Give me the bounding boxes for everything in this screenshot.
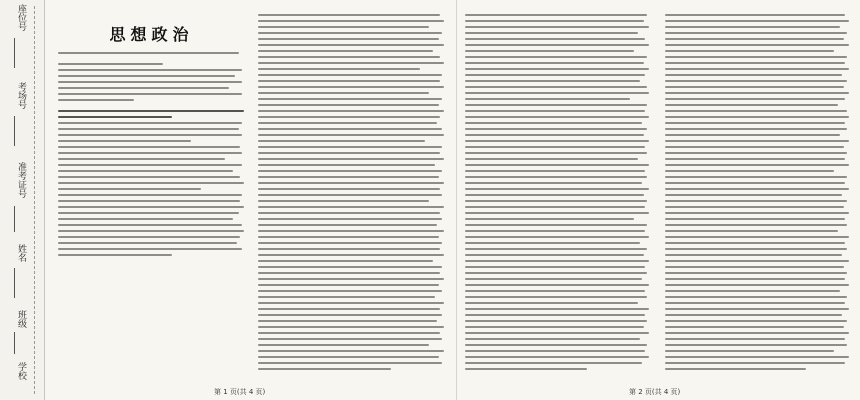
name-blank	[14, 268, 15, 298]
text-line-placeholder	[258, 92, 429, 94]
text-line-placeholder	[258, 230, 444, 232]
text-line-placeholder	[465, 254, 644, 256]
text-line-placeholder	[465, 62, 644, 64]
text-line-placeholder	[58, 116, 172, 118]
text-line-placeholder	[58, 146, 240, 148]
text-line-placeholder	[258, 98, 442, 100]
text-line-placeholder	[258, 134, 444, 136]
text-line-placeholder	[258, 212, 440, 214]
text-line-placeholder	[665, 350, 834, 352]
text-line-placeholder	[665, 104, 838, 106]
text-line-placeholder	[258, 38, 439, 40]
text-line-placeholder	[258, 128, 442, 130]
text-line-placeholder	[665, 98, 845, 100]
name-label: 姓名	[16, 244, 26, 262]
text-line-placeholder	[465, 122, 642, 124]
text-line-placeholder	[465, 74, 645, 76]
text-line-placeholder	[665, 272, 847, 274]
text-line-placeholder	[258, 320, 437, 322]
text-line-placeholder	[258, 278, 444, 280]
text-line-placeholder	[665, 122, 845, 124]
text-line-placeholder	[665, 242, 845, 244]
text-line-placeholder	[258, 272, 440, 274]
text-line-placeholder	[58, 212, 239, 214]
text-line-placeholder	[665, 164, 849, 166]
text-line-placeholder	[58, 254, 172, 256]
text-line-placeholder	[465, 368, 587, 370]
text-line-placeholder	[258, 308, 440, 310]
text-line-placeholder	[258, 350, 444, 352]
text-line-placeholder	[665, 218, 845, 220]
cut-line	[34, 6, 35, 394]
text-line-placeholder	[258, 338, 442, 340]
text-line-placeholder	[58, 134, 242, 136]
text-line-placeholder	[465, 206, 645, 208]
text-line-placeholder	[465, 170, 645, 172]
text-line-placeholder	[665, 188, 849, 190]
text-line-placeholder	[258, 110, 444, 112]
text-line-placeholder	[258, 122, 437, 124]
text-line-placeholder	[258, 164, 435, 166]
text-line-placeholder	[665, 302, 845, 304]
text-line-placeholder	[465, 128, 647, 130]
text-line-placeholder	[258, 254, 444, 256]
text-line-placeholder	[258, 56, 440, 58]
text-line-placeholder	[665, 20, 849, 22]
text-line-placeholder	[665, 56, 847, 58]
text-line-placeholder	[58, 188, 201, 190]
text-line-placeholder	[258, 284, 439, 286]
text-line-placeholder	[665, 308, 849, 310]
text-line-placeholder	[665, 278, 845, 280]
text-line-placeholder	[465, 236, 649, 238]
text-line-placeholder	[58, 152, 242, 154]
seat-blank	[14, 38, 15, 68]
exam-title: 思想政治	[109, 25, 194, 44]
text-line-placeholder	[58, 230, 244, 232]
text-line-placeholder	[258, 362, 442, 364]
text-line-placeholder	[258, 332, 440, 334]
text-line-placeholder	[665, 224, 847, 226]
text-line-placeholder	[258, 296, 435, 298]
page-2-column-2	[665, 14, 853, 374]
text-line-placeholder	[258, 80, 440, 82]
text-line-placeholder	[665, 212, 849, 214]
text-line-placeholder	[465, 98, 630, 100]
text-line-placeholder	[465, 230, 645, 232]
class-label: 班级	[16, 310, 26, 328]
text-line-placeholder	[58, 206, 244, 208]
text-line-placeholder	[258, 32, 442, 34]
text-line-placeholder	[258, 86, 444, 88]
text-line-placeholder	[58, 81, 242, 83]
text-line-placeholder	[258, 188, 440, 190]
text-line-placeholder	[465, 50, 634, 52]
text-line-placeholder	[465, 158, 638, 160]
text-line-placeholder	[665, 50, 834, 52]
text-line-placeholder	[665, 182, 845, 184]
text-line-placeholder	[465, 338, 640, 340]
page-2	[456, 0, 860, 400]
page-1	[44, 0, 456, 400]
text-line-placeholder	[258, 68, 420, 70]
text-line-placeholder	[665, 92, 849, 94]
text-line-placeholder	[465, 302, 638, 304]
page-1-column-1	[58, 52, 248, 260]
text-line-placeholder	[665, 326, 844, 328]
text-line-placeholder	[258, 14, 440, 16]
text-line-placeholder	[665, 26, 840, 28]
text-line-placeholder	[665, 158, 845, 160]
text-line-placeholder	[258, 356, 439, 358]
text-line-placeholder	[465, 56, 647, 58]
text-line-placeholder	[665, 146, 844, 148]
text-line-placeholder	[665, 14, 845, 16]
text-line-placeholder	[465, 308, 649, 310]
text-line-placeholder	[465, 140, 649, 142]
room-label: 考场号	[16, 82, 26, 109]
text-line-placeholder	[665, 332, 849, 334]
text-line-placeholder	[258, 26, 429, 28]
text-line-placeholder	[665, 248, 847, 250]
text-line-placeholder	[665, 344, 847, 346]
text-line-placeholder	[665, 362, 845, 364]
text-line-placeholder	[665, 86, 844, 88]
text-line-placeholder	[258, 146, 442, 148]
text-line-placeholder	[665, 74, 842, 76]
text-line-placeholder	[258, 170, 442, 172]
text-line-placeholder	[665, 176, 847, 178]
text-line-placeholder	[465, 182, 642, 184]
text-line-placeholder	[465, 320, 647, 322]
text-line-placeholder	[665, 44, 849, 46]
text-line-placeholder	[465, 80, 640, 82]
text-line-placeholder	[465, 20, 644, 22]
text-line-placeholder	[665, 62, 845, 64]
page-2-column-1	[465, 14, 653, 374]
text-line-placeholder	[258, 218, 442, 220]
text-line-placeholder	[258, 368, 391, 370]
text-line-placeholder	[665, 290, 840, 292]
text-line-placeholder	[465, 224, 647, 226]
page-2-footer: 第 2 页(共 4 页)	[629, 388, 681, 396]
text-line-placeholder	[465, 164, 649, 166]
text-line-placeholder	[465, 314, 645, 316]
text-line-placeholder	[258, 200, 429, 202]
text-line-placeholder	[465, 14, 647, 16]
school-label: 学校	[16, 362, 26, 380]
text-line-placeholder	[465, 350, 645, 352]
text-line-placeholder	[58, 128, 239, 130]
text-line-placeholder	[465, 344, 647, 346]
ticket-label: 准考证号	[16, 162, 26, 198]
text-line-placeholder	[465, 272, 647, 274]
text-line-placeholder	[258, 182, 444, 184]
text-line-placeholder	[258, 326, 444, 328]
text-line-placeholder	[465, 332, 649, 334]
text-line-placeholder	[465, 146, 645, 148]
text-line-placeholder	[465, 248, 647, 250]
text-line-placeholder	[665, 260, 849, 262]
seat-label: 座位号	[16, 4, 26, 31]
text-line-placeholder	[465, 242, 640, 244]
text-line-placeholder	[465, 152, 647, 154]
text-line-placeholder	[665, 110, 847, 112]
text-line-placeholder	[465, 212, 649, 214]
text-line-placeholder	[58, 158, 225, 160]
room-blank	[14, 116, 15, 146]
text-line-placeholder	[465, 218, 634, 220]
text-line-placeholder	[465, 110, 645, 112]
text-line-placeholder	[58, 194, 242, 196]
text-line-placeholder	[58, 87, 229, 89]
text-line-placeholder	[465, 86, 647, 88]
text-line-placeholder	[665, 128, 847, 130]
text-line-placeholder	[665, 236, 849, 238]
text-line-placeholder	[258, 290, 442, 292]
text-line-placeholder	[665, 320, 847, 322]
text-line-placeholder	[58, 170, 233, 172]
text-line-placeholder	[58, 110, 244, 112]
text-line-placeholder	[58, 218, 233, 220]
page-1-column-2	[258, 14, 448, 374]
text-line-placeholder	[465, 260, 649, 262]
text-line-placeholder	[258, 260, 433, 262]
page-1-footer: 第 1 页(共 4 页)	[214, 388, 266, 396]
text-line-placeholder	[58, 242, 237, 244]
text-line-placeholder	[58, 122, 242, 124]
text-line-placeholder	[465, 116, 649, 118]
text-line-placeholder	[465, 26, 649, 28]
text-line-placeholder	[258, 152, 440, 154]
text-line-placeholder	[58, 248, 242, 250]
text-line-placeholder	[58, 63, 163, 65]
text-line-placeholder	[465, 38, 645, 40]
text-line-placeholder	[258, 194, 442, 196]
text-line-placeholder	[465, 290, 645, 292]
text-line-placeholder	[258, 62, 444, 64]
text-line-placeholder	[58, 75, 235, 77]
text-line-placeholder	[665, 230, 838, 232]
ticket-blank	[14, 206, 15, 232]
text-line-placeholder	[258, 74, 442, 76]
text-line-placeholder	[465, 194, 644, 196]
text-line-placeholder	[465, 200, 647, 202]
text-line-placeholder	[665, 284, 849, 286]
text-line-placeholder	[58, 200, 240, 202]
text-line-placeholder	[665, 140, 849, 142]
text-line-placeholder	[465, 362, 642, 364]
text-line-placeholder	[465, 356, 649, 358]
text-line-placeholder	[665, 68, 849, 70]
text-line-placeholder	[465, 284, 649, 286]
text-line-placeholder	[258, 344, 429, 346]
text-line-placeholder	[665, 134, 840, 136]
text-line-placeholder	[258, 104, 439, 106]
text-line-placeholder	[465, 266, 645, 268]
text-line-placeholder	[58, 69, 242, 71]
text-line-placeholder	[665, 80, 847, 82]
text-line-placeholder	[58, 52, 239, 54]
text-line-placeholder	[665, 254, 842, 256]
text-line-placeholder	[665, 38, 844, 40]
text-line-placeholder	[665, 206, 844, 208]
text-line-placeholder	[665, 368, 806, 370]
text-line-placeholder	[665, 194, 842, 196]
text-line-placeholder	[665, 32, 847, 34]
text-line-placeholder	[258, 158, 444, 160]
text-line-placeholder	[258, 236, 439, 238]
text-line-placeholder	[665, 296, 847, 298]
text-line-placeholder	[665, 116, 849, 118]
text-line-placeholder	[665, 266, 844, 268]
text-line-placeholder	[665, 152, 847, 154]
text-line-placeholder	[258, 206, 444, 208]
binding-strip	[0, 0, 45, 400]
text-line-placeholder	[258, 140, 425, 142]
text-line-placeholder	[258, 44, 444, 46]
text-line-placeholder	[58, 176, 240, 178]
text-line-placeholder	[258, 20, 444, 22]
text-line-placeholder	[465, 176, 647, 178]
text-line-placeholder	[258, 242, 442, 244]
text-line-placeholder	[258, 314, 442, 316]
text-line-placeholder	[465, 68, 649, 70]
text-line-placeholder	[58, 164, 242, 166]
text-line-placeholder	[665, 314, 842, 316]
text-line-placeholder	[258, 248, 440, 250]
text-line-placeholder	[258, 302, 444, 304]
text-line-placeholder	[665, 200, 847, 202]
text-line-placeholder	[58, 182, 244, 184]
text-line-placeholder	[665, 338, 845, 340]
text-line-placeholder	[465, 32, 638, 34]
text-line-placeholder	[258, 266, 442, 268]
text-line-placeholder	[258, 50, 433, 52]
text-line-placeholder	[465, 326, 644, 328]
text-line-placeholder	[465, 92, 649, 94]
text-line-placeholder	[58, 224, 242, 226]
text-line-placeholder	[465, 296, 647, 298]
text-line-placeholder	[58, 93, 242, 95]
text-line-placeholder	[465, 278, 642, 280]
text-line-placeholder	[465, 44, 649, 46]
text-line-placeholder	[58, 140, 191, 142]
text-line-placeholder	[465, 104, 647, 106]
text-line-placeholder	[665, 356, 849, 358]
text-line-placeholder	[465, 134, 644, 136]
text-line-placeholder	[465, 188, 649, 190]
text-line-placeholder	[258, 224, 437, 226]
text-line-placeholder	[665, 170, 834, 172]
text-line-placeholder	[58, 236, 240, 238]
class-blank	[14, 332, 15, 354]
text-line-placeholder	[58, 99, 134, 101]
text-line-placeholder	[258, 176, 439, 178]
text-line-placeholder	[258, 116, 440, 118]
